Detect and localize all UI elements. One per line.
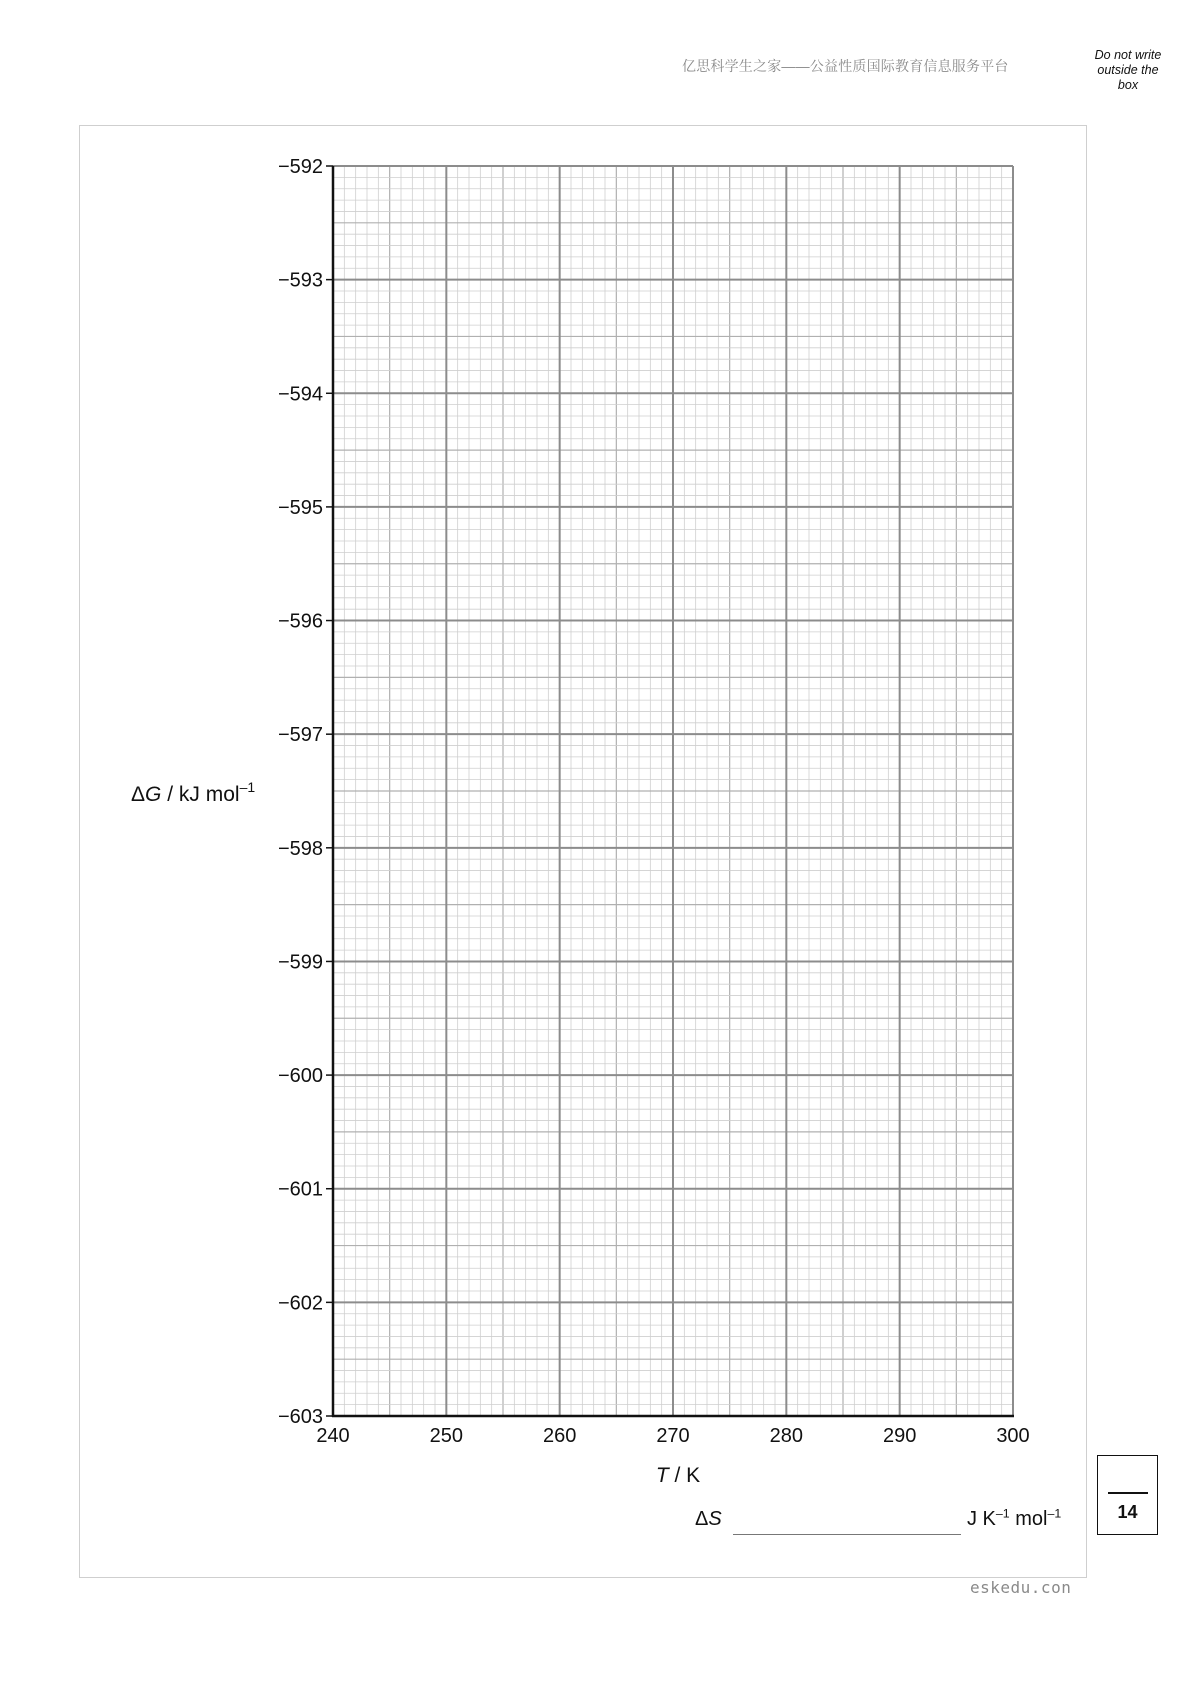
unit-part-2: mol [1009, 1508, 1048, 1530]
unit-sup-2: –1 [1047, 1506, 1062, 1521]
y-tick-label: −598 [277, 837, 323, 860]
footer-site: eskedu.con [970, 1578, 1072, 1597]
y-axis-label-sup: –1 [239, 779, 256, 795]
x-tick-label: 300 [996, 1425, 1030, 1447]
mark-box-value: 14 [1117, 1502, 1138, 1522]
y-tick-label: −594 [277, 383, 323, 406]
x-axis-label [656, 1464, 700, 1487]
mark-box [1097, 1455, 1158, 1535]
margin-note-line-3: box [1117, 78, 1139, 92]
y-tick-label: −595 [277, 496, 323, 519]
y-axis-label-symbol: G [145, 783, 162, 806]
y-tick-label: −603 [277, 1406, 323, 1428]
x-tick-label: 290 [882, 1425, 917, 1447]
x-tick-label: 260 [542, 1425, 577, 1447]
y-tick-label: −597 [277, 724, 323, 747]
y-tick-label: −592 [277, 156, 323, 178]
x-tick-label: 280 [769, 1425, 804, 1447]
x-tick-label: 270 [656, 1425, 690, 1447]
margin-note-line-2: outside the [1097, 63, 1159, 77]
y-axis-label-unit: / kJ mol [161, 783, 240, 806]
entropy-answer-line[interactable] [733, 1534, 961, 1535]
x-axis-label-unit: / K [668, 1464, 701, 1487]
y-tick-label: −602 [277, 1292, 323, 1315]
y-tick-labels [278, 156, 323, 1428]
x-tick-label: 240 [316, 1425, 350, 1447]
y-tick-label: −596 [277, 610, 323, 633]
y-tick-label: −600 [277, 1065, 323, 1088]
entropy-symbol-letter: S [708, 1508, 722, 1530]
entropy-unit [967, 1508, 1061, 1531]
x-axis-label-symbol: T [655, 1464, 669, 1487]
unit-part-1: J K [967, 1508, 996, 1530]
y-tick-label: −593 [277, 269, 323, 292]
unit-sup-1: –1 [995, 1506, 1010, 1521]
y-tick-label: −601 [277, 1178, 323, 1201]
entropy-symbol [695, 1508, 722, 1531]
header-site-text: 亿思科学生之家——公益性质国际教育信息服务平台 [682, 58, 1009, 74]
x-tick-label: 250 [429, 1425, 464, 1447]
delta-glyph: Δ [695, 1508, 709, 1530]
margin-note-line-1: Do not write [1094, 48, 1162, 62]
y-tick-label: −599 [277, 951, 323, 974]
y-axis-label: ΔG / kJ mol$^{-1}$ [131, 779, 256, 806]
x-tick-labels [316, 1425, 1029, 1447]
mark-box-line [1108, 1492, 1148, 1494]
